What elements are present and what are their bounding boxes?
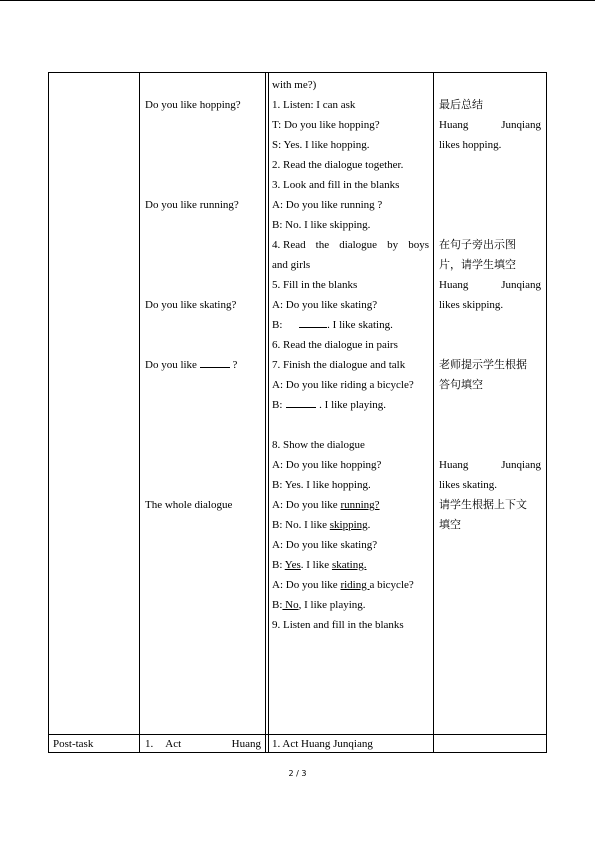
step-line: 8. Show the dialogue <box>272 439 365 451</box>
answer-text: . I like playing. <box>316 399 387 411</box>
step-line <box>272 555 366 575</box>
word: Junqiang <box>501 279 541 291</box>
word: Huang <box>439 459 469 471</box>
table-border-left <box>48 72 49 753</box>
step-line: 5. Fill in the blanks <box>272 279 358 291</box>
text: B: No. I like <box>272 519 330 531</box>
text: . I like <box>300 559 332 571</box>
note-line: 老师提示学生根据 <box>439 358 527 371</box>
fill-blank-line <box>286 396 316 408</box>
note-line: 片，请学生填空 <box>439 258 516 271</box>
fill-blank-line <box>299 316 327 328</box>
underlined-answer: riding <box>340 579 370 591</box>
word: Act <box>165 738 182 750</box>
underlined-answer: skipping <box>329 519 368 531</box>
step-line: S: Yes. I like hopping. <box>272 139 370 151</box>
word: dialogue <box>339 239 378 251</box>
step-line: A: Do you like running ? <box>272 199 383 211</box>
question-blank-start: Do you like <box>145 359 200 371</box>
question-hopping: Do you like hopping? <box>145 99 241 111</box>
step-line-blank <box>272 315 393 335</box>
step-line: 6. Read the dialogue in pairs <box>272 339 398 351</box>
lesson-plan-table <box>48 72 547 753</box>
step-line: A: Do you like hopping? <box>272 459 382 471</box>
text: a bicycle? <box>369 579 414 591</box>
column-divider-2b <box>268 72 269 753</box>
text: B: <box>272 559 285 571</box>
table-border-right <box>546 72 547 753</box>
text: A: Do you like <box>272 579 341 591</box>
step-line: A: Do you like skating? <box>272 539 378 551</box>
step-line: 3. Look and fill in the blanks <box>272 179 400 191</box>
step-line <box>272 595 366 615</box>
word: Junqiang <box>501 119 541 131</box>
word: Junqiang <box>501 459 541 471</box>
word: boys <box>408 239 429 251</box>
note-line: 答句填空 <box>439 378 483 391</box>
note-line: 在句子旁出示图 <box>439 238 516 251</box>
text: . <box>367 519 371 531</box>
step-line-blank <box>272 395 386 415</box>
post-task-activity <box>145 734 261 754</box>
speaker: B: <box>272 399 283 411</box>
step-line-justified <box>272 235 429 255</box>
step-line: 9. Listen and fill in the blanks <box>272 619 404 631</box>
text: A: Do you like <box>272 499 341 511</box>
whole-dialogue-label: The whole dialogue <box>145 499 233 511</box>
column-divider-3 <box>433 72 434 753</box>
step-line: 2. Read the dialogue together. <box>272 159 404 171</box>
note-line: 请学生根据上下文 <box>439 498 527 511</box>
note-line: likes hopping. <box>439 139 502 151</box>
underlined-answer: skating. <box>331 559 367 571</box>
column-divider-2 <box>265 72 266 753</box>
note-line-justified <box>439 455 541 475</box>
word: Huang <box>439 119 469 131</box>
step-line: and girls <box>272 259 311 271</box>
step-line: B: No. I like skipping. <box>272 219 371 231</box>
note-line: likes skipping. <box>439 299 504 311</box>
note-line: 填空 <box>439 518 461 531</box>
note-line-justified <box>439 115 541 135</box>
post-task-step: 1. Act Huang Junqiang <box>272 738 373 750</box>
fill-blank-line <box>200 356 230 368</box>
step-line: A: Do you like riding a bicycle? <box>272 379 414 391</box>
step-line <box>272 575 414 595</box>
word: by <box>387 239 399 251</box>
step-line: 1. Listen: I can ask <box>272 99 356 111</box>
question-running: Do you like running? <box>145 199 239 211</box>
answer-text: . I like skating. <box>327 319 393 331</box>
step-line: with me?) <box>272 79 317 91</box>
step-line: A: Do you like skating? <box>272 299 378 311</box>
text: B: <box>272 599 283 611</box>
column-divider-1 <box>139 72 140 753</box>
text: , I like playing. <box>298 599 366 611</box>
word: the <box>315 239 330 251</box>
word: Huang <box>439 279 469 291</box>
question-blank <box>145 355 237 375</box>
step-line <box>272 515 370 535</box>
page-number: 2 / 3 <box>288 769 307 778</box>
item-number: 1. <box>145 738 154 750</box>
post-task-label: Post-task <box>53 738 94 750</box>
note-line: 最后总结 <box>439 98 483 111</box>
underlined-answer: No <box>282 599 299 611</box>
underlined-answer: Yes <box>284 559 301 571</box>
step-line <box>272 495 380 515</box>
note-line: likes skating. <box>439 479 498 491</box>
step-line: B: Yes. I like hopping. <box>272 479 371 491</box>
top-border-line <box>0 0 595 1</box>
note-line-justified <box>439 275 541 295</box>
speaker: B: <box>272 319 286 331</box>
step-line: 7. Finish the dialogue and talk <box>272 359 406 371</box>
word: Huang <box>231 738 261 750</box>
step-line: T: Do you like hopping? <box>272 119 380 131</box>
question-blank-end: ? <box>229 359 238 371</box>
question-skating: Do you like skating? <box>145 299 237 311</box>
table-border-top <box>48 72 547 73</box>
underlined-answer: running? <box>340 499 380 511</box>
word: 4. Read <box>272 239 306 251</box>
